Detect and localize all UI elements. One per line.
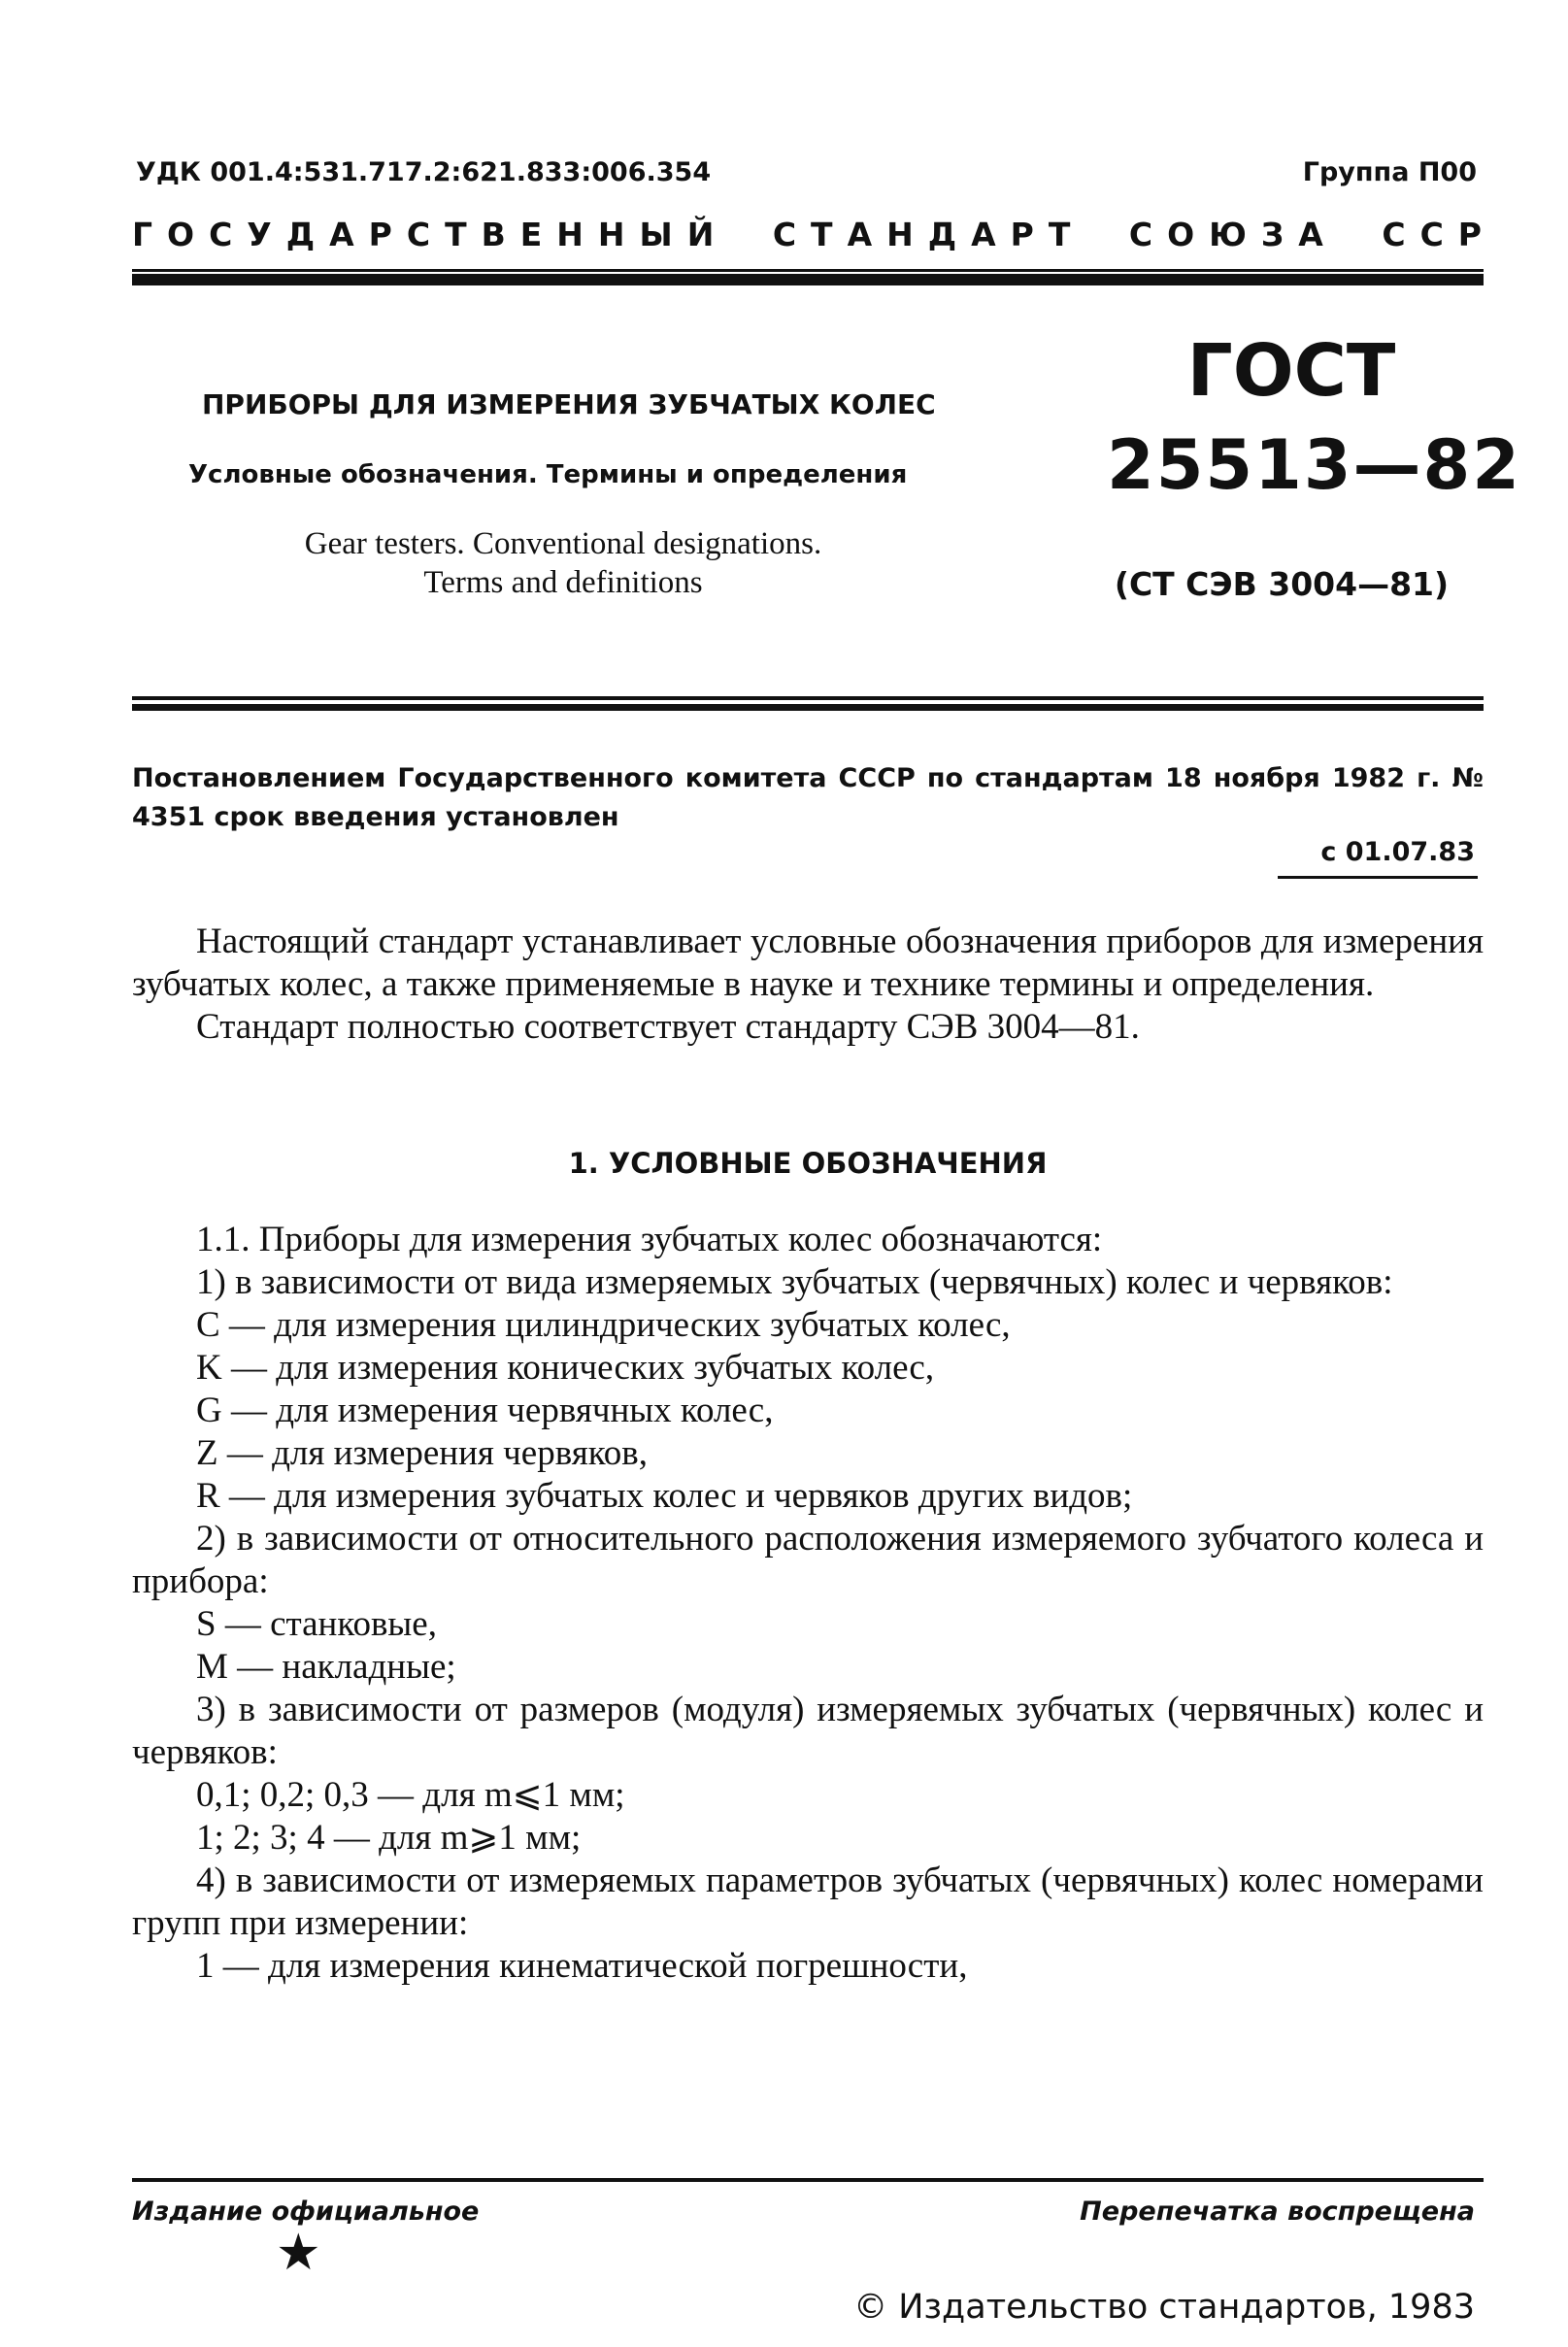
copyright-notice: © Издательство стандартов, 1983 <box>853 2288 1475 2327</box>
title-en-line: Terms and definitions <box>423 565 703 600</box>
list-line: R — для измерения зубчатых колес и червяков других видов; <box>196 1476 1133 1516</box>
star-icon: ★ <box>276 2226 321 2281</box>
list-line: S — станковые, <box>196 1604 437 1644</box>
header-rule-thick <box>132 274 1484 285</box>
list-line: G — для измерения червячных колес, <box>196 1391 774 1430</box>
section-rule-thick <box>132 704 1484 711</box>
list-line: 0,1; 0,2; 0,3 — для m⩽1 мм; <box>196 1775 625 1815</box>
banner-word: СТАНДАРТ <box>772 216 1085 253</box>
reprint-prohibited-note: Перепечатка воспрещена <box>1080 2196 1475 2227</box>
gost-label: ГОСТ <box>1186 329 1396 413</box>
section-rule-thin <box>132 696 1484 700</box>
list-line: 1) в зависимости от вида измеряемых зубчатых (червячных) колес и червяков: <box>196 1262 1393 1302</box>
designations-list <box>132 1219 1484 1988</box>
group-code: Группа П00 <box>1302 157 1477 187</box>
state-standard-banner <box>132 216 1496 253</box>
banner-word: СОЮЗА <box>1128 216 1338 253</box>
decree-text: Постановлением Государственного комитета СССР по стандартам 18 ноября 1982 г. № 4351 срок введения установлен <box>132 763 1484 832</box>
intro-paragraph: Настоящий стандарт устанавливает условные обозначения приборов для измерения зубчатых колес, а также применяемые в науке и технике термины и определения. <box>132 922 1484 1004</box>
section-heading: 1. УСЛОВНЫЕ ОБОЗНАЧЕНИЯ <box>568 1147 1048 1180</box>
document-subtitle-ru: Условные обозначения. Термины и определения <box>188 460 908 489</box>
intro-block <box>132 921 1484 1049</box>
udk-code: УДК 001.4:531.717.2:621.833:006.354 <box>136 157 712 187</box>
list-line: K — для измерения конических зубчатых колес, <box>196 1348 935 1388</box>
banner-word: ССР <box>1382 216 1496 253</box>
banner-word: ГОСУДАРСТВЕННЫЙ <box>132 216 729 253</box>
list-line: 2) в зависимости от относительного расположения измеряемого зубчатого колеса и прибора: <box>132 1519 1484 1601</box>
list-line: 1; 2; 3; 4 — для m⩾1 мм; <box>196 1818 582 1858</box>
footer-rule <box>132 2178 1484 2182</box>
list-line: 4) в зависимости от измеряемых параметров зубчатых (червячных) колес номерами групп при измерении: <box>132 1861 1484 1943</box>
list-line: 1 — для измерения кинематической погрешности, <box>196 1946 968 1986</box>
list-line: 3) в зависимости от размеров (модуля) измеряемых зубчатых (червячных) колес и червяков: <box>132 1690 1484 1772</box>
intro-paragraph: Стандарт полностью соответствует стандарту СЭВ 3004—81. <box>196 1007 1140 1047</box>
header-rule-thin <box>132 269 1484 272</box>
st-sev-reference: (СТ СЭВ 3004—81) <box>1114 565 1450 603</box>
official-edition-note: Издание официальное <box>132 2196 480 2227</box>
list-line: C — для измерения цилиндрических зубчатых колес, <box>196 1305 1011 1345</box>
list-line: M — накладные; <box>196 1647 456 1687</box>
list-line: Z — для измерения червяков, <box>196 1433 649 1473</box>
effective-date-rule <box>1278 876 1478 879</box>
list-line: 1.1. Приборы для измерения зубчатых колес обозначаются: <box>196 1220 1103 1259</box>
title-en-line: Gear testers. Conventional designations. <box>304 526 822 561</box>
document-title-ru: ПРИБОРЫ ДЛЯ ИЗМЕРЕНИЯ ЗУБЧАТЫХ КОЛЕС <box>202 388 936 420</box>
effective-date: с 01.07.83 <box>1320 837 1475 867</box>
document-title-en <box>194 524 932 602</box>
gost-number: 25513—82 <box>1107 425 1521 505</box>
